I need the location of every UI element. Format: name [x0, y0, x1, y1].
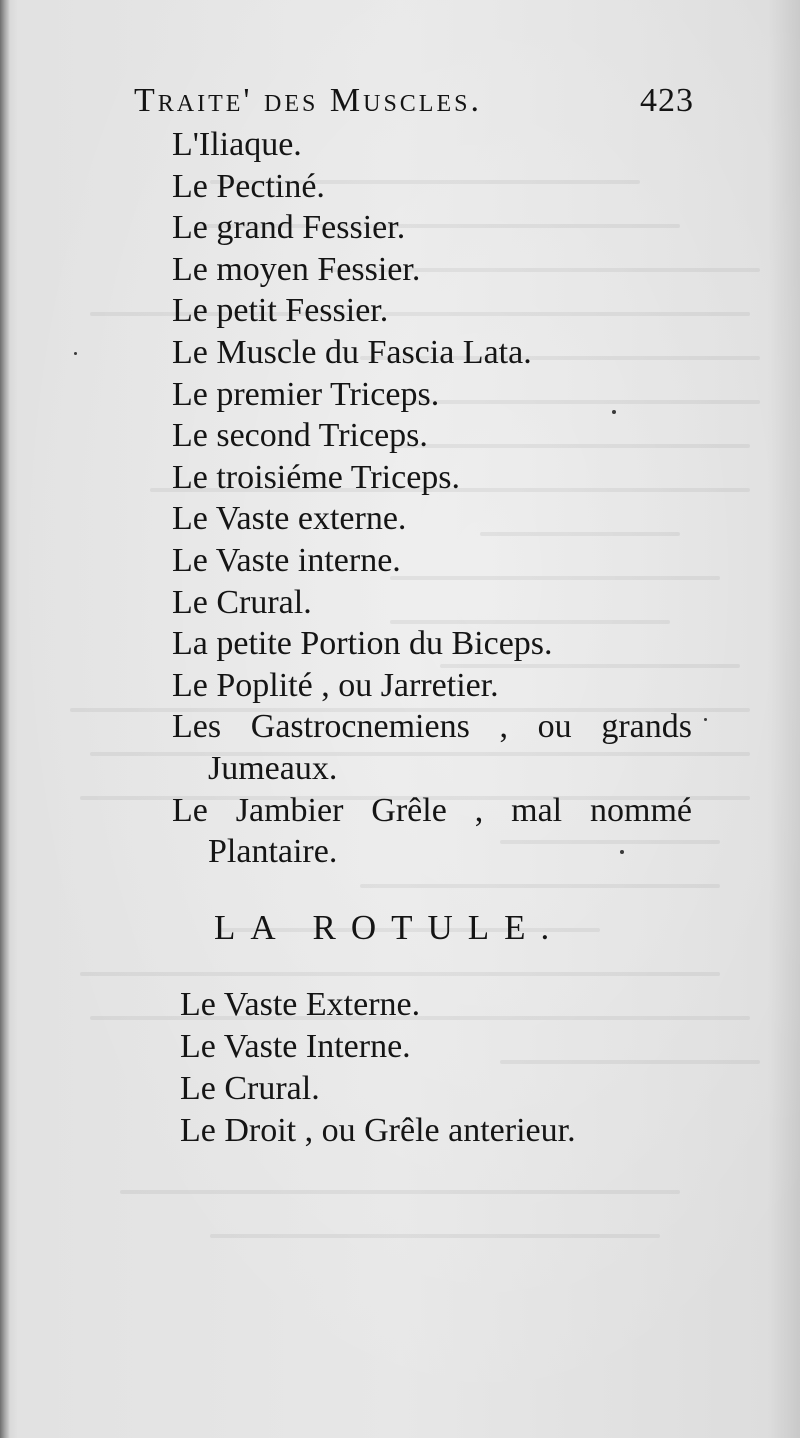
list-item: Le Vaste Interne. [180, 1028, 411, 1065]
list-item: Le Jambier Grêle , mal nommé Plantaire. [172, 791, 692, 871]
page-number: 423 [640, 82, 694, 119]
list-item: Le petit Fessier. [172, 292, 389, 330]
list-item: Le Crural. [180, 1070, 320, 1107]
list-item: Le Vaste externe. [172, 500, 407, 538]
ink-speck [704, 718, 707, 721]
list-item: Le premier Triceps. [172, 375, 440, 413]
running-title: Traite' des Muscles. [134, 82, 482, 119]
ink-speck [620, 850, 624, 854]
list-item: Le troisiéme Triceps. [172, 458, 461, 496]
list-item: La petite Portion du Biceps. [172, 625, 553, 663]
ink-speck [74, 352, 77, 355]
ink-speck [612, 410, 616, 414]
rotule-muscle-list [180, 984, 680, 1152]
muscle-list [172, 124, 692, 873]
list-item: Le Vaste Externe. [180, 986, 421, 1023]
running-head [134, 82, 694, 120]
list-item: Le Crural. [172, 583, 312, 621]
list-item: Le Droit , ou Grêle anterieur. [180, 1112, 576, 1149]
list-item: Le Pectiné. [172, 167, 325, 205]
list-item: Les Gastrocnemiens , ou grands Jumeaux. [172, 708, 692, 787]
list-item: Le Vaste interne. [172, 541, 401, 579]
list-item: Le grand Fessier. [172, 209, 406, 247]
list-item: Le second Triceps. [172, 417, 428, 455]
list-item: Le Poplité , ou Jarretier. [172, 666, 499, 704]
list-item: Le Muscle du Fascia Lata. [172, 333, 532, 371]
list-item: L'Iliaque. [172, 126, 302, 163]
list-item: Le moyen Fessier. [172, 250, 421, 288]
section-heading: LA ROTULE. [214, 908, 565, 947]
